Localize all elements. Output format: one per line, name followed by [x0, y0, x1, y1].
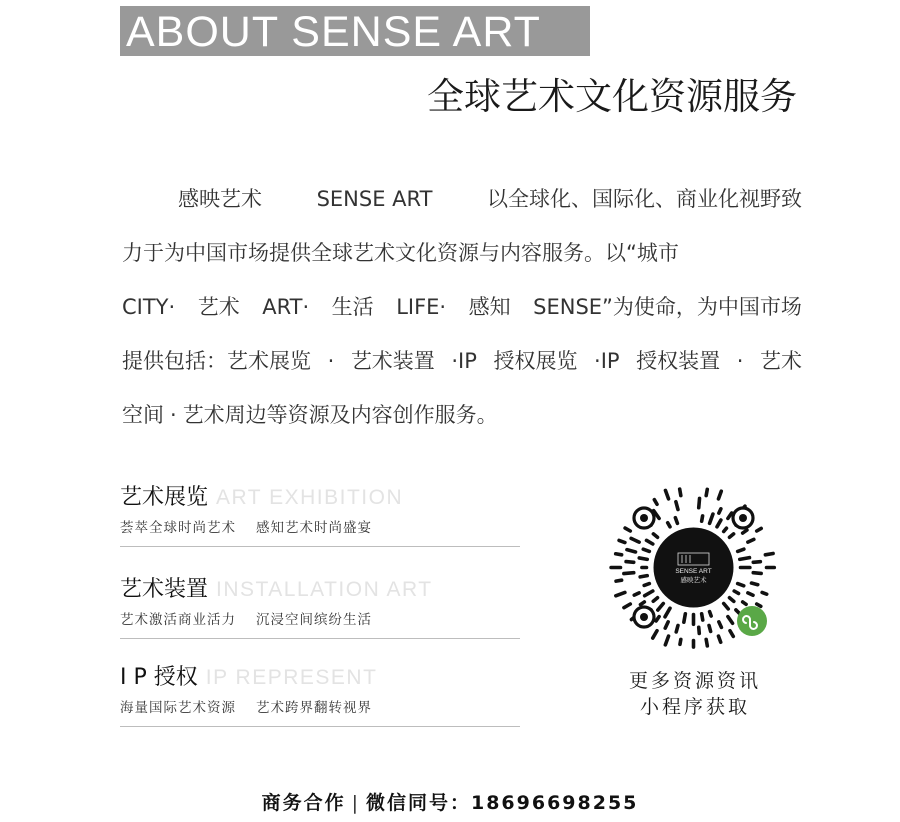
qr-finder-dot [640, 514, 648, 522]
qr-ray [653, 631, 657, 638]
about-banner: ABOUT SENSE ART [120, 6, 590, 56]
wechat-mini-program-icon [737, 606, 767, 636]
service-english-title: INSTALLATION ART [216, 578, 433, 601]
qr-ray [643, 549, 649, 551]
service-description: 艺术激活商业活力 沉浸空间缤纷生活 [120, 612, 372, 628]
qr-ray [724, 604, 729, 609]
qr-finder-dot [739, 514, 747, 522]
qr-ray [751, 583, 757, 585]
intro-line: 感映艺术 SENSE ART 以全球化、国际化、商业化视野致 [178, 187, 802, 211]
qr-ray [653, 598, 657, 602]
qr-ray [665, 490, 668, 498]
intro-line: 力于为中国市场提供全球艺术文化资源与内容服务。以“城市 [122, 241, 679, 265]
qr-ray [728, 513, 732, 518]
qr-ray [748, 593, 753, 595]
qr-ray [665, 622, 668, 628]
qr-ray [665, 636, 668, 645]
qr-ray [656, 617, 659, 621]
qr-ray [680, 489, 681, 496]
qr-ray [616, 554, 622, 555]
qr-ray [728, 617, 733, 624]
service-title: 艺术展览 [120, 485, 209, 510]
qr-ray [762, 592, 767, 594]
service-description: 荟萃全球时尚艺术 感知艺术时尚盛宴 [120, 520, 372, 536]
qr-ray [634, 593, 639, 595]
qr-ray [730, 631, 733, 637]
qr-ray [738, 549, 744, 551]
qr-ray [644, 584, 649, 586]
page-subtitle: 全球艺术文化资源服务 [427, 75, 797, 118]
qr-ray [753, 562, 760, 563]
qr-ray [753, 573, 761, 574]
qr-ray [668, 523, 670, 527]
service-installation-art [120, 572, 520, 639]
service-title: 艺术装置 [120, 577, 209, 602]
qr-ray [717, 520, 721, 527]
qr-ray [665, 608, 670, 617]
intro-line: 空间 · 艺术周边等资源及内容创作服务。 [122, 403, 498, 427]
service-english-title: IP REPRESENT [205, 666, 378, 689]
qr-logo-text: SENSE ART [675, 568, 712, 575]
qr-ray [646, 540, 652, 544]
qr-ray [627, 550, 636, 552]
wechat-phone-number: 微信同号：18696698255 [365, 792, 639, 814]
qr-ray [710, 514, 713, 523]
qr-ray [676, 502, 678, 510]
intro-line: CITY· 艺术 ART· 生活 LIFE· 感知 SENSE”为使命，为中国市场 [122, 295, 802, 319]
qr-ray [709, 625, 711, 631]
footer-separator: | [351, 792, 360, 814]
qr-caption: 更多资源资讯 小程序获取 [628, 670, 761, 718]
qr-ray [640, 602, 644, 605]
qr-ray [619, 540, 625, 542]
qr-ray [718, 491, 721, 499]
qr-code-graphic [606, 480, 781, 655]
service-ip-represent [120, 660, 520, 727]
qr-ray [626, 562, 634, 563]
qr-ray [730, 598, 734, 602]
qr-ray [702, 516, 703, 521]
intro-paragraph [122, 172, 802, 442]
qr-ray [738, 584, 744, 586]
intro-line: 提供包括：艺术展览 · 艺术装置 ·IP 授权展览 ·IP 授权装置 · 艺术 [122, 349, 802, 373]
qr-ray [616, 592, 625, 595]
qr-ray [616, 580, 622, 581]
qr-ray [625, 528, 630, 531]
qr-ray [724, 528, 727, 531]
qr-ray [710, 612, 712, 616]
qr-ray [658, 604, 663, 611]
qr-ray [702, 614, 703, 620]
qr-finder-dot [640, 613, 648, 621]
qr-ray [675, 518, 677, 524]
qr-ray [706, 489, 707, 495]
qr-ray [653, 534, 657, 537]
qr-ray [706, 639, 707, 645]
qr-ray [743, 602, 746, 604]
service-english-title: ART EXHIBITION [216, 486, 404, 509]
business-cooperation-label: 商务合作 [261, 792, 346, 814]
qr-ray [676, 625, 678, 632]
qr-ray [699, 498, 700, 507]
qr-ray [699, 627, 700, 633]
qr-ray [624, 573, 634, 574]
qr-ray [757, 528, 761, 531]
mini-program-qr-code[interactable] [606, 480, 781, 655]
qr-ray [719, 622, 722, 627]
qr-ray [645, 591, 653, 596]
qr-ray [654, 500, 657, 505]
qr-ray [684, 614, 685, 622]
qr-ray [639, 558, 647, 559]
qr-logo-text-cn: 感映艺术 [680, 576, 707, 584]
qr-ray [718, 636, 720, 642]
qr-ray [734, 591, 738, 593]
qr-ray [719, 509, 721, 513]
qr-ray [624, 604, 630, 608]
qr-ray [640, 576, 647, 577]
qr-ray [631, 538, 639, 542]
qr-ray [680, 639, 681, 644]
qr-ray [748, 539, 754, 542]
service-title: I P 授权 [120, 665, 198, 690]
qr-ray [740, 558, 750, 560]
qr-ray [765, 553, 773, 554]
qr-ray [730, 534, 734, 537]
contact-footer [0, 788, 900, 815]
service-art-exhibition [120, 480, 520, 547]
qr-ray [743, 530, 747, 533]
service-description: 海量国际艺术资源 艺术跨界翻转视界 [120, 700, 372, 716]
qr-ray [757, 604, 761, 606]
